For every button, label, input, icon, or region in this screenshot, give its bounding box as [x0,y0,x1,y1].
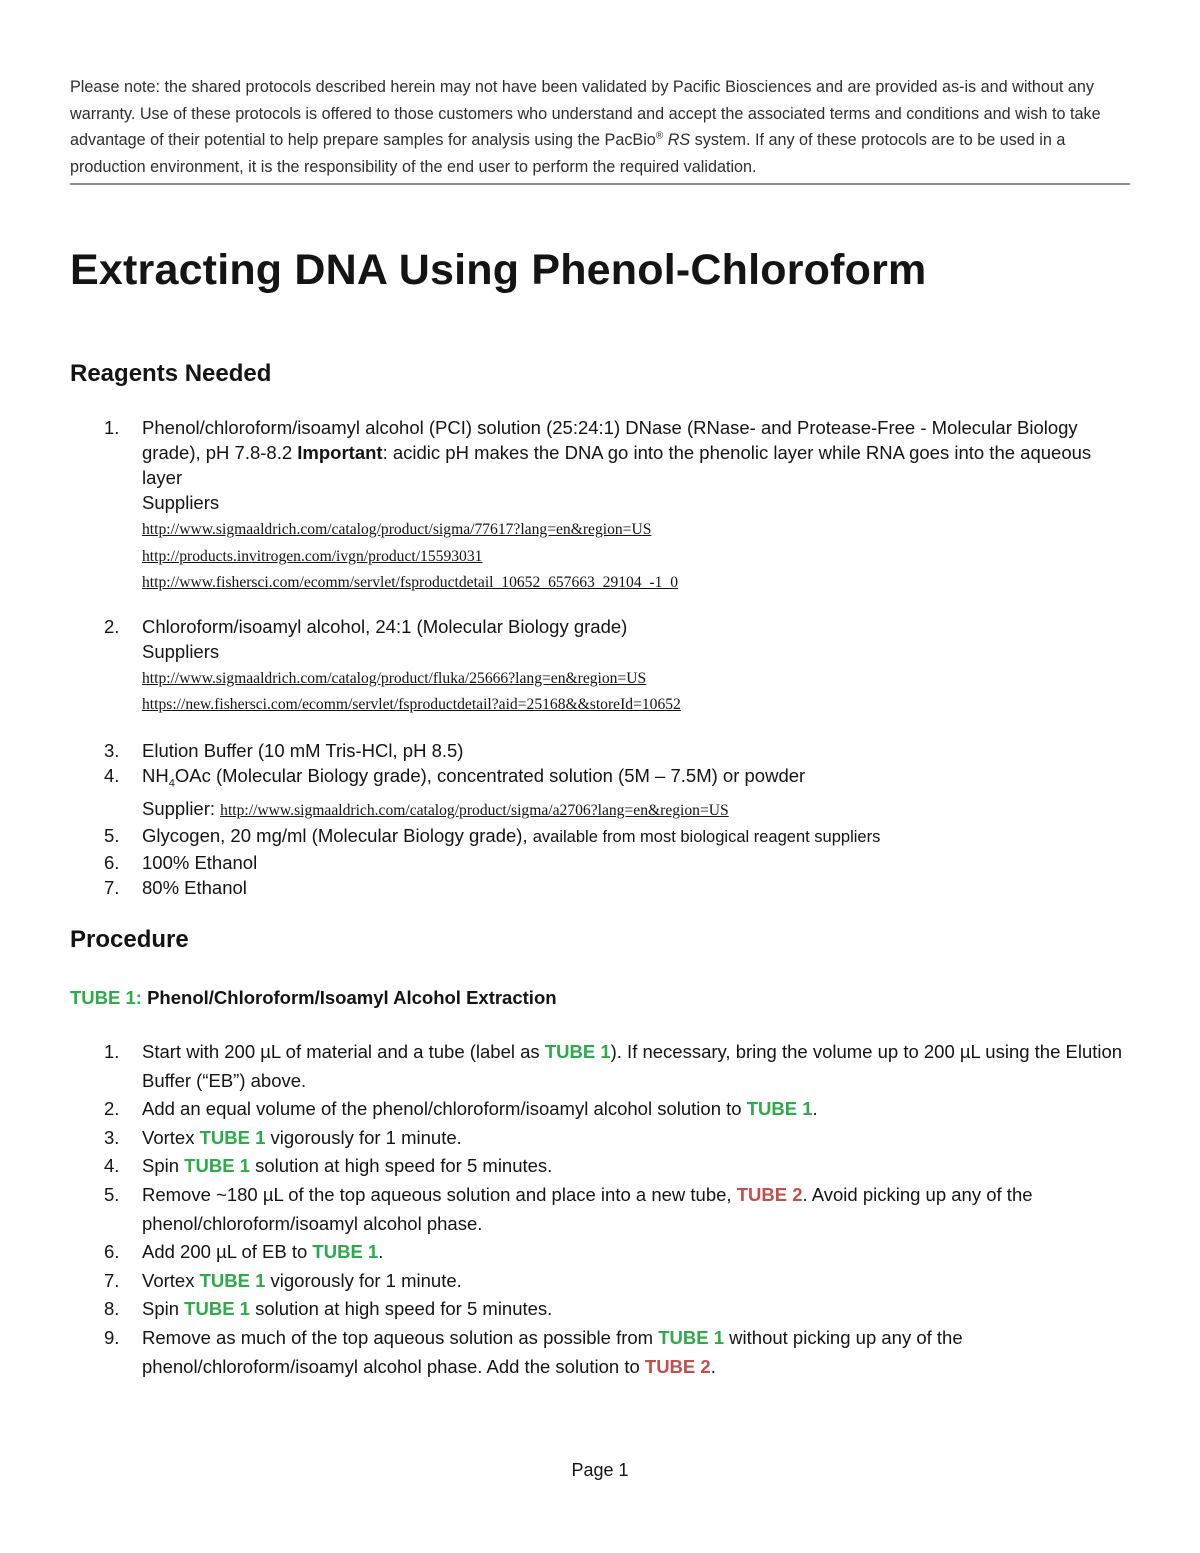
step-number: 8. [104,1298,120,1320]
step-text: Add an equal volume of the phenol/chloroform/isoamyl alcohol solution to [142,1098,747,1120]
tube2-tag: TUBE 2 [736,1183,803,1205]
tube1-tag: TUBE 1 [746,1098,813,1120]
reagents-heading: Reagents Needed [70,360,272,387]
list-item [70,1238,1130,1267]
supplier-link[interactable]: http://www.sigmaaldrich.com/catalog/product/fluka/25666?lang=en&region=US [142,669,647,687]
suppliers-label: Suppliers [142,492,220,513]
step-number: 2. [104,1098,120,1120]
tube1-tag: TUBE 1 [199,1126,266,1148]
item-number: 7. [104,876,120,898]
page-title: Extracting DNA Using Phenol-Chloroform [70,246,927,294]
supplier-link[interactable]: http://www.sigmaaldrich.com/catalog/product/sigma/77617?lang=en&region=US [142,521,652,538]
list-item [70,415,1130,595]
tube1-label: TUBE 1: [70,987,142,1008]
item-number: 5. [104,824,120,846]
step-text: Spin [142,1155,185,1177]
supplier-label: Supplier: [142,798,221,820]
rs-text: RS [667,131,691,149]
list-item [70,1324,1130,1381]
step-number: 1. [104,1041,120,1062]
item-text: NH [142,764,169,786]
list-item [70,1181,1130,1238]
step-text: . [812,1098,818,1120]
list-item [70,1095,1130,1124]
item-text: Phenol/chloroform/isoamyl alcohol (PCI) solution (25:24:1) DNase (RNase- and Protease-Free - Molecular Biology grade), pH 7.8-8.2 [142,417,1078,463]
list-item [70,823,1130,850]
tube2-tag: TUBE 2 [644,1355,711,1377]
list-item [70,738,1130,763]
disclaimer-text: Please note: the shared protocols described herein may not have been validated by Pacific Biosciences and are provided as-is and without any warranty. Use of these protocols is offered to those customers who understand and accept the associated terms and conditions and wish to take advantage of their potential to help prepare samples for analysis using the PacBio [70,78,1101,149]
list-item [70,763,1130,823]
list-item [70,1152,1130,1181]
header-divider [70,183,1130,185]
step-number: 3. [104,1126,120,1148]
list-item [70,875,1130,900]
list-item [70,1124,1130,1153]
registered-mark: ® [655,130,664,142]
step-text: . Avoid picking up any of the phenol/chloroform/isoamyl alcohol phase. [142,1183,1033,1234]
tube1-tag: TUBE 1 [312,1241,379,1263]
item-text: 80% Ethanol [142,876,247,898]
item-text: 100% Ethanol [142,851,258,873]
disclaimer-notice [70,74,1130,180]
item-number: 4. [104,764,120,786]
tube1-tag: TUBE 1 [184,1298,250,1320]
supplier-link[interactable]: http://www.fishersci.com/ecomm/servlet/fsproductdetail_10652_657663_29104_-1_0 [142,574,679,591]
important-label: Important [297,442,383,463]
tube1-tag: TUBE 1 [658,1326,725,1348]
step-text: ). If necessary, bring the volume up to 200 µL using the Elution Buffer (“EB”) above. [142,1041,1123,1091]
supplier-link[interactable]: https://new.fishersci.com/ecomm/servlet/fsproductdetail?aid=25168&&storeId=10652 [142,696,681,713]
procedure-steps [70,1038,1130,1381]
reagents-list [70,415,1130,900]
item-number: 6. [104,851,120,873]
step-text: solution at high speed for 5 minutes. [249,1298,553,1320]
item-text: Glycogen, 20 mg/ml (Molecular Biology grade), [142,824,533,846]
page-number: Page 1 [571,1460,629,1480]
tube1-tag: TUBE 1 [184,1155,250,1177]
list-item [70,614,1130,717]
step-text: Remove ~180 µL of the top aqueous solution and place into a new tube, [142,1183,737,1205]
step-text: Vortex [142,1269,200,1291]
item-text: OAc (Molecular Biology grade), concentrated solution (5M – 7.5M) or powder [174,764,806,786]
step-text: . [378,1241,384,1263]
step-text: vigorously for 1 minute. [265,1269,462,1291]
subheading-text: Phenol/Chloroform/Isoamyl Alcohol Extraction [141,987,557,1008]
supplier-link[interactable]: http://products.invitrogen.com/ivgn/product/15593031 [142,547,483,565]
step-text: . [710,1355,716,1377]
tube1-tag: TUBE 1 [199,1269,266,1291]
list-item [70,1267,1130,1296]
step-number: 7. [104,1269,120,1291]
step-text: Spin [142,1298,185,1320]
item-text: Chloroform/isoamyl alcohol, 24:1 (Molecular Biology grade) [142,615,628,637]
supplier-link[interactable]: http://www.sigmaaldrich.com/catalog/product/sigma/a2706?lang=en&region=US [220,802,729,820]
list-item [70,1295,1130,1324]
list-item [70,850,1130,875]
step-number: 5. [104,1183,120,1205]
item-note: available from most biological reagent suppliers [532,827,881,846]
tube1-subheading [70,987,557,1009]
item-number: 1. [104,417,120,438]
item-number: 2. [104,615,120,637]
suppliers-label: Suppliers [142,640,220,662]
step-text: solution at high speed for 5 minutes. [249,1155,553,1177]
step-text: Remove as much of the top aqueous solution as possible from [142,1326,659,1348]
step-text: Add 200 µL of EB to [142,1241,313,1263]
step-number: 9. [104,1326,120,1348]
procedure-heading: Procedure [70,926,189,953]
step-number: 6. [104,1241,120,1263]
step-text: without picking up any of the phenol/chloroform/isoamyl alcohol phase. Add the solution to [142,1326,963,1377]
step-number: 4. [104,1155,120,1177]
step-text: vigorously for 1 minute. [265,1126,462,1148]
disclaimer-text-end: system. If any of these protocols are to be used in a production environment, it is the responsibility of the end user to perform the required validation. [70,131,1066,176]
step-text: Vortex [142,1126,200,1148]
item-text: Elution Buffer (10 mM Tris-HCl, pH 8.5) [142,739,464,761]
list-item [70,1038,1130,1095]
step-text: Start with 200 µL of material and a tube (label as [142,1041,545,1062]
subscript: 4 [168,777,175,790]
important-text: : acidic pH makes the DNA go into the phenolic layer while RNA goes into the aqueous layer [142,442,1092,488]
item-number: 3. [104,739,120,761]
tube1-tag: TUBE 1 [544,1041,611,1062]
